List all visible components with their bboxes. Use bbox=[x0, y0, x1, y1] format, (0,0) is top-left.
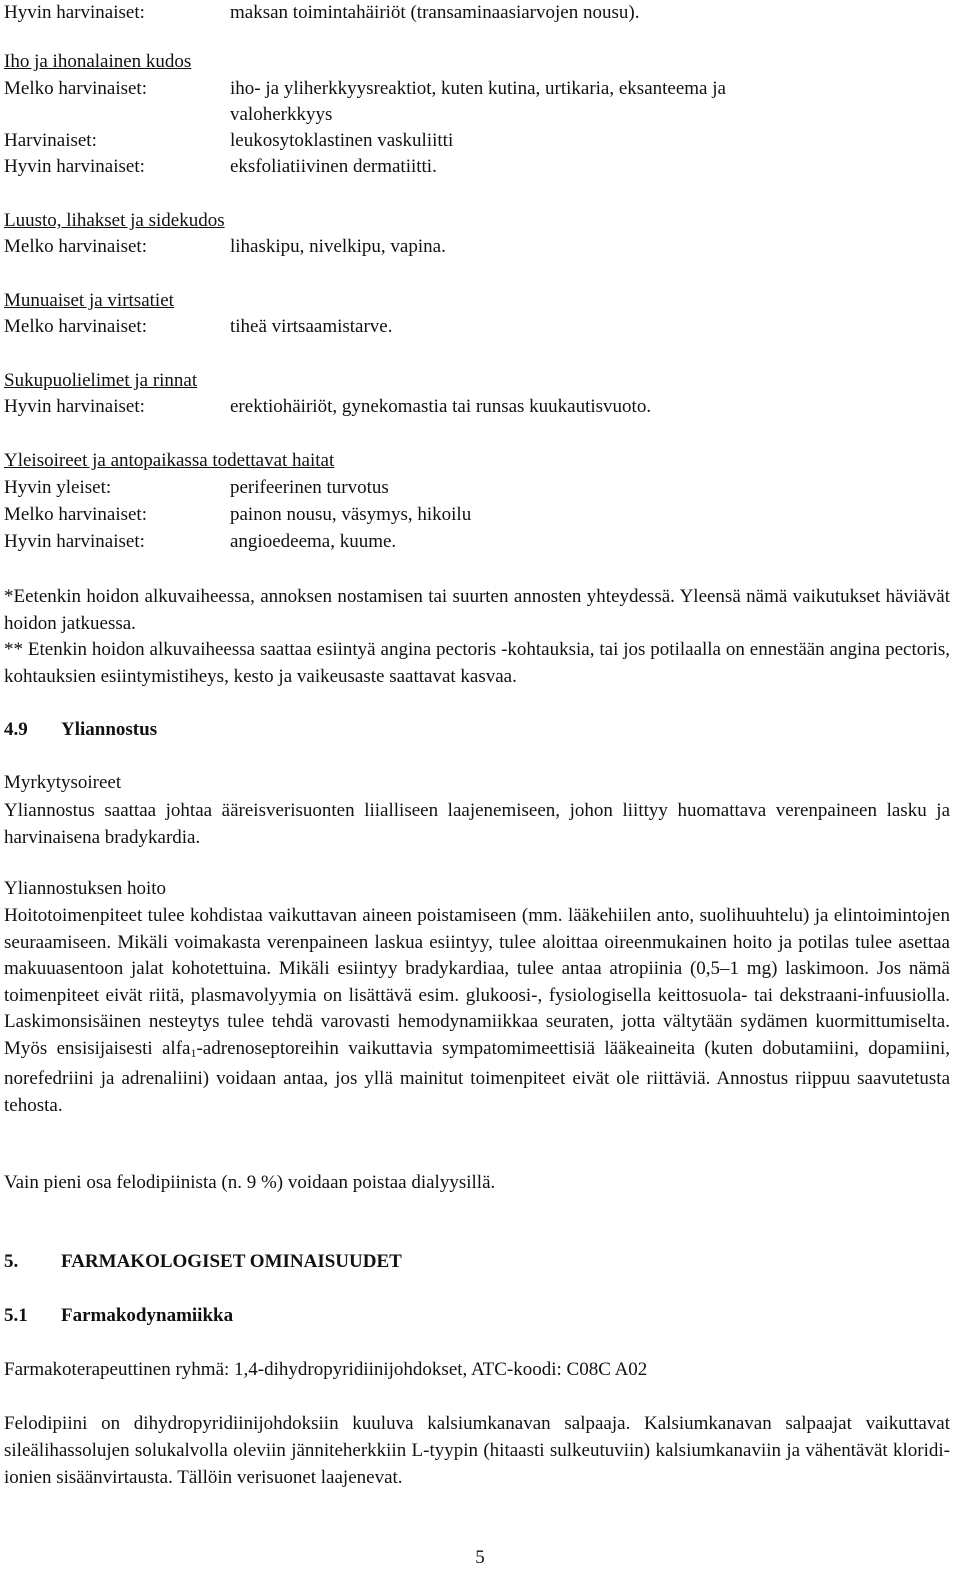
frequency-label: Melko harvinaiset: bbox=[4, 504, 147, 525]
adverse-effect-text: erektiohäiriöt, gynekomastia tai runsas kuukautisvuoto. bbox=[230, 396, 652, 417]
section-heading-pharmacodynamics bbox=[4, 1303, 233, 1329]
footnote-double-asterisk: ** Etenkin hoidon alkuvaiheessa saattaa esiintyä angina pectoris -kohtauksia, tai jos potilaalla on ennestään angina pectoris, kohtauksien esiintymistiheys, kesto ja vaikeusaste saattavat kasvaa. bbox=[4, 639, 950, 687]
adverse-effect-text: iho- ja yliherkkyysreaktiot, kuten kutina, urtikaria, eksanteema ja bbox=[230, 78, 726, 99]
frequency-label: Hyvin harvinaiset: bbox=[4, 396, 145, 417]
subheading-treatment: Yliannostuksen hoito bbox=[4, 878, 167, 899]
treatment-paragraph bbox=[4, 903, 950, 1119]
section-title: Farmakodynamiikka bbox=[61, 1305, 234, 1326]
atc-code-text: Farmakoterapeuttinen ryhmä: 1,4-dihydropyridiinijohdokset, ATC-koodi: C08C A02 bbox=[4, 1359, 648, 1380]
adverse-effect-text: painon nousu, väsymys, hikoilu bbox=[230, 504, 472, 525]
frequency-label: Harvinaiset: bbox=[4, 130, 97, 151]
section-heading-pharmacology bbox=[4, 1249, 402, 1275]
frequency-label: Hyvin harvinaiset: bbox=[4, 2, 145, 23]
subscript: 1 bbox=[190, 1045, 197, 1060]
adverse-effect-text: eksfoliatiivinen dermatiitti. bbox=[230, 156, 437, 177]
footnote-single-asterisk: *Eetenkin hoidon alkuvaiheessa, annoksen nostamisen tai suurten annosten yhteydessä. Yleensä nämä vaikutukset häviävät hoidon jatkuessa. bbox=[4, 586, 950, 634]
adverse-effect-text: perifeerinen turvotus bbox=[230, 477, 389, 498]
section-number: 5.1 bbox=[4, 1305, 28, 1326]
section-heading-skin: Iho ja ihonalainen kudos bbox=[4, 51, 192, 72]
section-heading-general: Yleisoireet ja antopaikassa todettavat haitat bbox=[4, 450, 335, 471]
frequency-label: Hyvin harvinaiset: bbox=[4, 156, 145, 177]
adverse-effect-text: maksan toimintahäiriöt (transaminaasiarvojen nousu). bbox=[230, 2, 640, 23]
mechanism-paragraph: Felodipiini on dihydropyridiinijohdoksiin kuuluva kalsiumkanavan salpaaja. Kalsiumkanavan salpaajat vaikuttavat sileälihassolujen solukalvolla oleviin jänniteherkkiin L-tyypin (hitaasti sulkeutuviin) kalsiumkanaviin ja vähentävät kloridi-ionien sisäänvirtausta. Tällöin verisuonet laajenevat. bbox=[4, 1413, 950, 1488]
page-number: 5 bbox=[475, 1547, 485, 1568]
frequency-label: Hyvin harvinaiset: bbox=[4, 531, 145, 552]
adverse-effect-text: leukosytoklastinen vaskuliitti bbox=[230, 130, 454, 151]
frequency-label: Melko harvinaiset: bbox=[4, 78, 147, 99]
section-heading-musculoskeletal: Luusto, lihakset ja sidekudos bbox=[4, 210, 225, 231]
frequency-label: Melko harvinaiset: bbox=[4, 316, 147, 337]
section-title: Yliannostus bbox=[61, 719, 158, 740]
section-number: 5. bbox=[4, 1251, 19, 1272]
subheading-symptoms: Myrkytysoireet bbox=[4, 772, 122, 793]
adverse-effect-text: angioedeema, kuume. bbox=[230, 531, 397, 552]
symptoms-paragraph: Yliannostus saattaa johtaa ääreisverisuonten liialliseen laajenemiseen, johon liittyy huomattava verenpaineen lasku ja harvinaisena bradykardia. bbox=[4, 800, 950, 848]
section-number: 4.9 bbox=[4, 719, 28, 740]
section-title: FARMAKOLOGISET OMINAISUUDET bbox=[61, 1251, 402, 1272]
treatment-text-part-a: Hoitotoimenpiteet tulee kohdistaa vaikuttavan aineen poistamiseen (mm. lääkehiilen anto, suolihuuhtelu) ja elintoimintojen seuraamiseen. Mikäli voimakasta verenpaineen laskua esiintyy, tulee aloittaa oireenmukainen hoito ja potilas tulee asettaa makuuasentoon jalat kohotettuina. Mikäli esiintyy bradykardiaa, tulee antaa atropiinia (0,5–1 mg) laskimoon. Jos nämä toimenpiteet eivät riitä, plasmavolyymia on lisättävä esim. glukoosi-, fysiologisella keittosuola- tai dekstraani-infuusiolla. Laskimonsisäinen nesteytys tulee tehdä varovasti hemodynamiikkaa seuraten, jotta vältytään sydämen kuormittumiselta. Myös ensisijaisesti alfa bbox=[4, 905, 950, 1059]
section-heading-reproductive: Sukupuolielimet ja rinnat bbox=[4, 370, 198, 391]
section-heading-renal: Munuaiset ja virtsatiet bbox=[4, 290, 174, 311]
adverse-effect-text: valoherkkyys bbox=[230, 104, 333, 125]
dialysis-text: Vain pieni osa felodipiinista (n. 9 %) voidaan poistaa dialyysillä. bbox=[4, 1172, 496, 1193]
adverse-effect-text: tiheä virtsaamistarve. bbox=[230, 316, 393, 337]
section-heading-overdose bbox=[4, 717, 157, 743]
frequency-label: Hyvin yleiset: bbox=[4, 477, 112, 498]
adverse-effect-text: lihaskipu, nivelkipu, vapina. bbox=[230, 236, 446, 257]
treatment-text-part-b: -adrenoseptoreihin vaikuttavia sympatomimeettisiä lääkeaineita (kuten dobutamiini, dopamiini, norefedriini ja adrenaliini) voidaan antaa, jos yllä mainitut toimenpiteet eivät ole riittäviä. Annostus riippuu saavutetusta tehosta. bbox=[4, 1037, 950, 1116]
frequency-label: Melko harvinaiset: bbox=[4, 236, 147, 257]
